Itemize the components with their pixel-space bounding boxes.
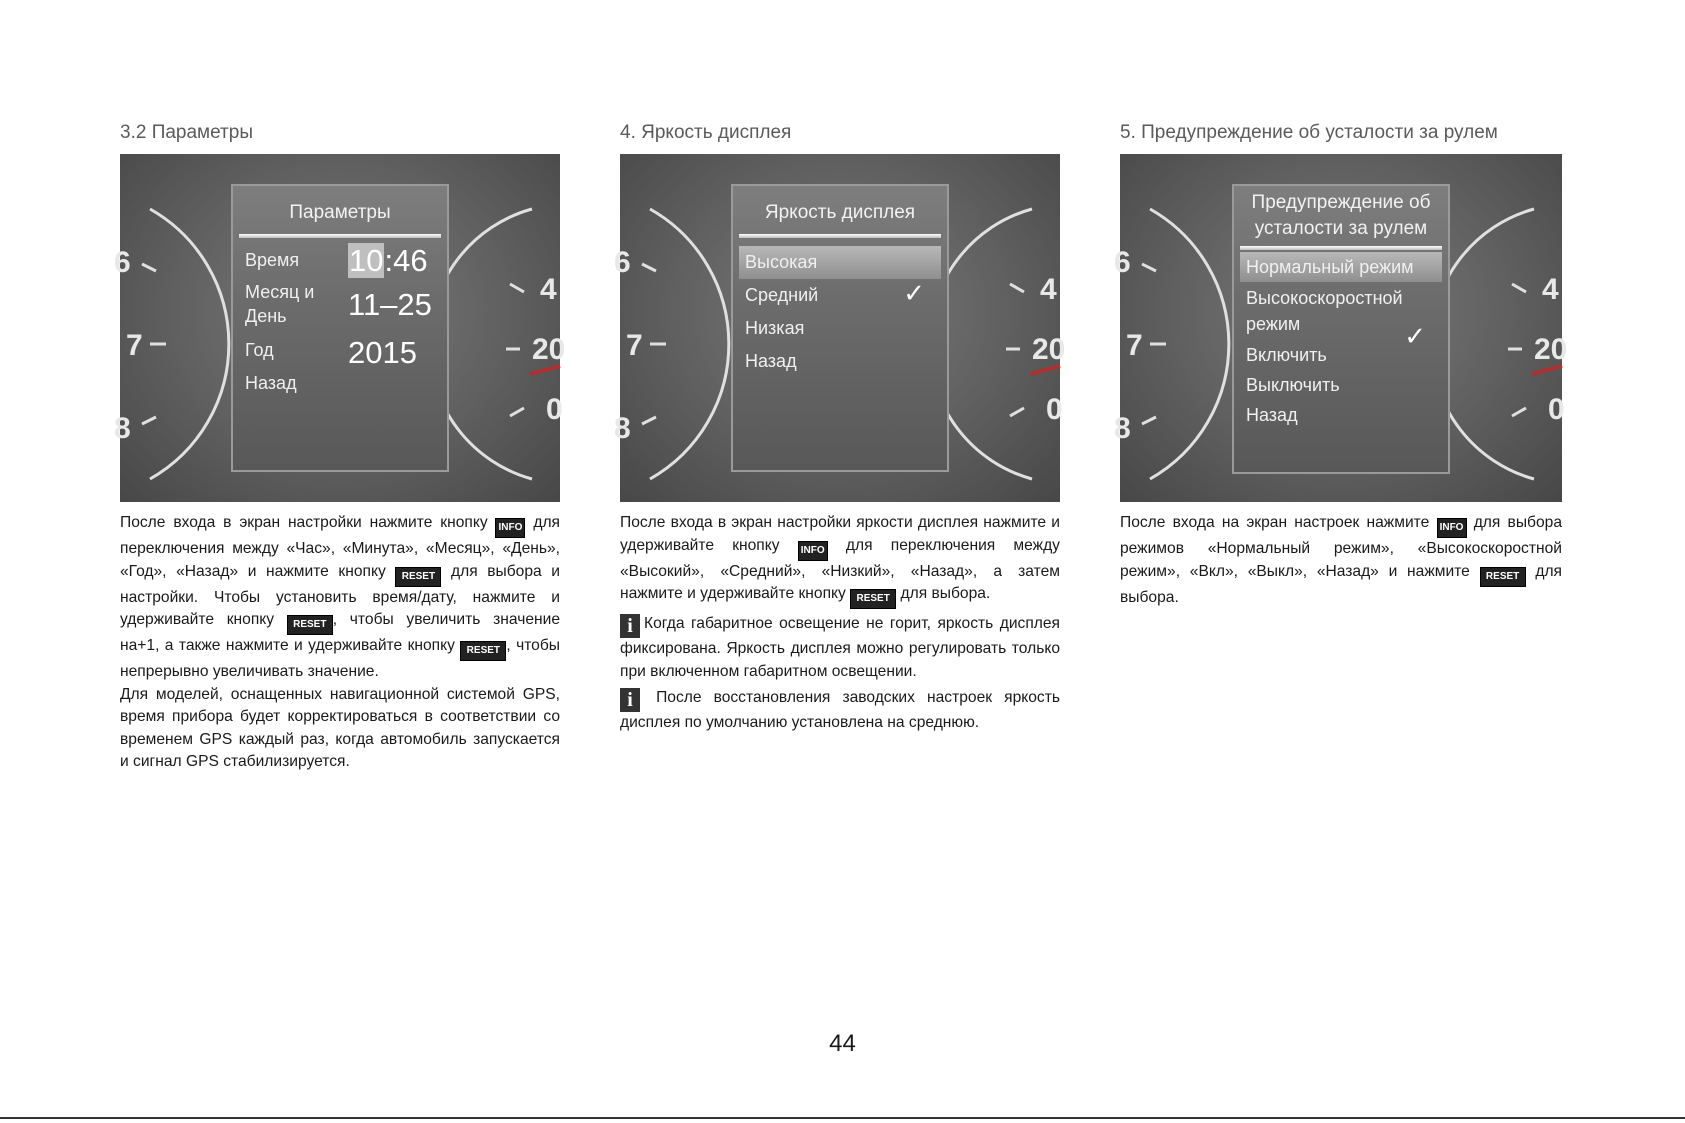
svg-text:6: 6 xyxy=(614,246,631,279)
menu-item-disable[interactable]: Выключить xyxy=(1246,375,1340,395)
info-button-icon: INFO xyxy=(798,541,828,561)
svg-text:4: 4 xyxy=(1040,273,1057,306)
menu-item-back[interactable]: Назад xyxy=(745,351,797,371)
text-segment: для выбора и настройки. Чтобы установить время/дату, нажмите и удерживайте кнопку xyxy=(120,562,560,628)
text-segment: После входа на экран настроек нажмите xyxy=(1120,514,1437,531)
menu-item-high[interactable]: Высокая xyxy=(739,246,941,279)
params-list xyxy=(233,243,447,446)
menu-item-label: Средний xyxy=(745,285,819,305)
date-value: 11–25 xyxy=(348,287,432,322)
text-segment: для выбора режимов «Нормальный режим», «Высокоскоростной режим», «Вкл», «Выкл», «Назад» и нажмите xyxy=(1120,514,1562,580)
section-heading: 3.2 Параметры xyxy=(120,122,253,143)
text-segment: для переключения между «Высокий», «Средний», «Низкий», «Назад», а затем нажмите и удерживайте кнопку xyxy=(620,536,1060,602)
svg-text:0: 0 xyxy=(1046,393,1063,426)
paragraph xyxy=(620,512,1060,609)
instructions-text xyxy=(1120,512,1562,609)
section-parameters xyxy=(114,118,566,774)
svg-text:0: 0 xyxy=(1548,393,1565,426)
paragraph xyxy=(120,512,560,684)
settings-panel xyxy=(231,184,449,472)
menu-item-back[interactable]: Назад xyxy=(1246,405,1298,425)
menu-item-medium[interactable] xyxy=(733,279,947,312)
panel-divider xyxy=(1240,246,1442,250)
menu-item-normal-mode[interactable]: Нормальный режим xyxy=(1240,252,1442,282)
panel-title: Параметры xyxy=(289,202,391,223)
svg-text:20: 20 xyxy=(532,333,566,366)
reset-button-icon: RESET xyxy=(1480,567,1526,587)
section-heading: 4. Яркость дисплея xyxy=(620,122,792,143)
paragraph xyxy=(1120,512,1562,609)
dashboard-screen-fatigue xyxy=(1114,154,1568,502)
checkmark-icon: ✓ xyxy=(1404,321,1426,351)
menu-item-highspeed-mode-line2[interactable]: режим xyxy=(1246,314,1301,334)
svg-text:20: 20 xyxy=(1032,333,1066,366)
menu-item-time[interactable]: Время xyxy=(245,250,300,270)
svg-text:8: 8 xyxy=(614,412,631,445)
svg-text:8: 8 xyxy=(1114,412,1131,445)
dashboard-screen-brightness xyxy=(614,154,1066,502)
svg-text:6: 6 xyxy=(114,246,131,279)
text-segment: После входа в экран настройки нажмите кнопку xyxy=(120,514,496,531)
menu-item-back[interactable]: Назад xyxy=(245,373,297,393)
svg-text:4: 4 xyxy=(540,273,557,306)
text-segment: , чтобы непрерывно увеличивать значение. xyxy=(120,637,560,680)
menu-item-highspeed-mode-line1[interactable]: Высокоскоростной xyxy=(1246,288,1403,308)
note-paragraph xyxy=(620,687,1060,735)
paragraph-gps: Для моделей, оснащенных навигационной системой GPS, время прибора будет корректироваться в соответствии со временем GPS каждый раз, когда автомобиль запускается и сигнал GPS стабилизируется. xyxy=(120,685,560,770)
gauge-right-icon xyxy=(950,154,1066,502)
gauge-right-icon xyxy=(450,154,566,502)
settings-panel xyxy=(731,184,949,472)
text-segment: для выбора. xyxy=(896,585,991,602)
svg-text:6: 6 xyxy=(1114,246,1131,279)
svg-text:8: 8 xyxy=(114,412,131,445)
menu-item-month-day-line2[interactable]: День xyxy=(245,306,287,326)
reset-button-icon: RESET xyxy=(395,567,441,587)
gauge-left-icon xyxy=(1114,154,1230,502)
panel-title-line: Предупреждение об xyxy=(1251,192,1431,213)
year-value: 2015 xyxy=(348,335,417,370)
text-segment: для переключения между «Час», «Минута», «Месяц», «День», «Год», «Назад» и нажмите кнопку xyxy=(120,514,560,580)
text-segment: , чтобы увеличить значение на+1, а также нажмите и удерживайте кнопку xyxy=(120,611,560,654)
svg-text:7: 7 xyxy=(626,329,643,362)
text-segment: После входа в экран настройки яркости дисплея нажмите и удерживайте кнопку xyxy=(620,514,1060,554)
instructions-text xyxy=(620,512,1060,735)
section-display-brightness xyxy=(614,118,1066,735)
panel-divider xyxy=(739,234,941,238)
menu-item-year[interactable]: Год xyxy=(245,340,274,360)
svg-text:0: 0 xyxy=(546,393,563,426)
note-text: Когда габаритное освещение не горит, яркость дисплея фиксирована. Яркость дисплея можно регулировать только при включенном габаритном освещении. xyxy=(620,615,1060,680)
menu-item-low[interactable]: Низкая xyxy=(745,318,805,338)
panel-title xyxy=(1234,186,1448,242)
gauge-left-icon xyxy=(614,154,730,502)
gauge-left-icon xyxy=(114,154,230,502)
reset-button-icon: RESET xyxy=(287,615,333,635)
bottom-rule xyxy=(0,1117,1685,1119)
panel-divider xyxy=(239,234,441,238)
note-paragraph xyxy=(620,613,1060,683)
menu-item-label: Включить xyxy=(1246,345,1327,365)
section-fatigue-warning xyxy=(1114,118,1568,609)
reset-button-icon: RESET xyxy=(460,641,506,661)
settings-panel xyxy=(1232,184,1450,474)
menu-item-month-day-line1[interactable]: Месяц и xyxy=(245,282,315,302)
panel-title-line: усталости за рулем xyxy=(1254,218,1428,239)
svg-text:7: 7 xyxy=(126,329,143,362)
gauge-right-icon xyxy=(1452,154,1568,502)
text-segment: для выбора. xyxy=(1120,562,1562,606)
time-minutes: :46 xyxy=(384,243,428,278)
info-button-icon: INFO xyxy=(1437,518,1467,538)
reset-button-icon: RESET xyxy=(850,589,896,609)
svg-text:4: 4 xyxy=(1542,273,1559,306)
time-hours-highlight: 10 xyxy=(349,243,384,278)
info-note-icon: i xyxy=(620,688,640,712)
panel-title: Яркость дисплея xyxy=(764,202,916,223)
svg-text:7: 7 xyxy=(1126,329,1143,362)
checkmark-icon: ✓ xyxy=(903,278,925,308)
note-text: После восстановления заводских настроек яркость дисплея по умолчанию установлена на среднюю. xyxy=(620,689,1060,731)
time-value xyxy=(348,244,428,278)
instructions-text xyxy=(120,512,560,774)
info-button-icon: INFO xyxy=(495,518,525,538)
section-heading: 5. Предупреждение об усталости за рулем xyxy=(1120,122,1498,143)
dashboard-screen-parameters xyxy=(114,154,566,502)
svg-text:20: 20 xyxy=(1534,333,1568,366)
info-note-icon: i xyxy=(620,614,640,638)
page-number: 44 xyxy=(829,1030,856,1057)
